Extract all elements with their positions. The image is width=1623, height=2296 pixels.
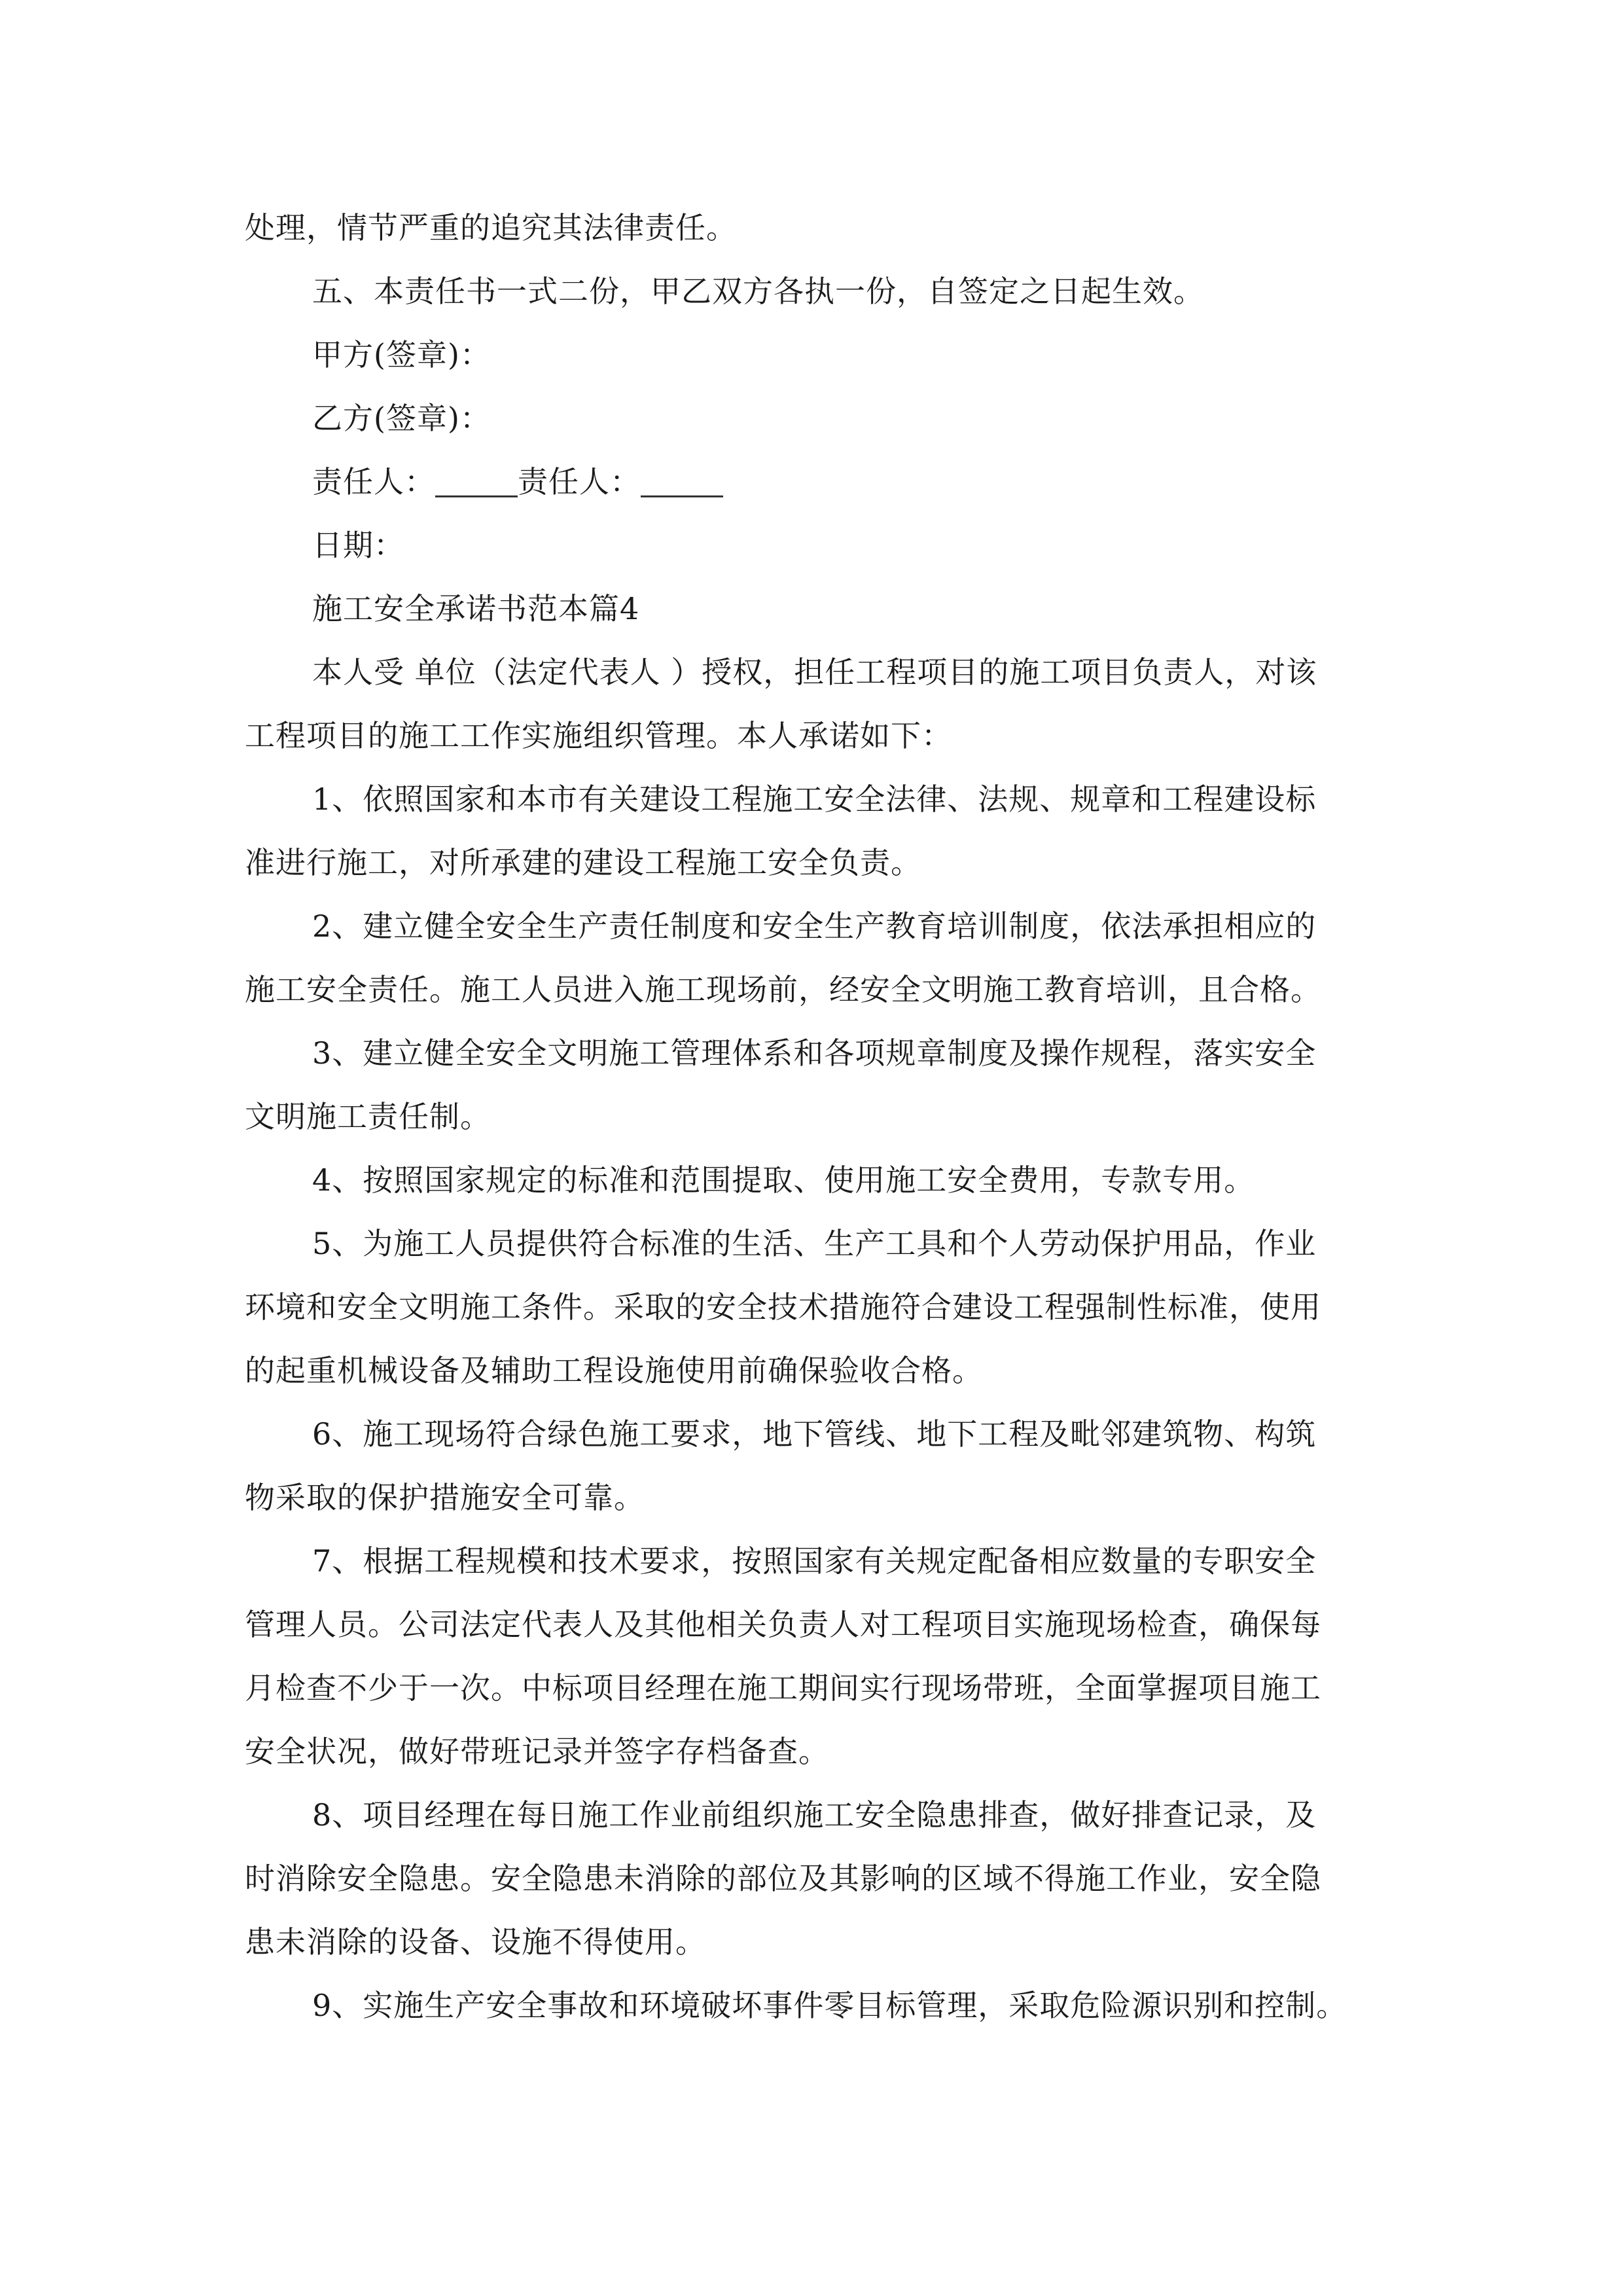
text-line: 3、建立健全安全文明施工管理体系和各项规章制度及操作规程，落实安全 bbox=[312, 1035, 1317, 1071]
text-line: 施工安全责任。施工人员进入施工现场前，经安全文明施工教育培训，且合格。 bbox=[245, 972, 1321, 1007]
text-line: 处理，情节严重的追究其法律责任。 bbox=[245, 210, 737, 245]
text-line: 5、为施工人员提供符合标准的生活、生产工具和个人劳动保护用品，作业 bbox=[312, 1226, 1317, 1261]
text-line: 环境和安全文明施工条件。采取的安全技术措施符合建设工程强制性标准，使用 bbox=[245, 1289, 1321, 1325]
section-title: 施工安全承诺书范本篇4 bbox=[312, 591, 640, 626]
text-line: 2、建立健全安全生产责任制度和安全生产教育培训制度，依法承担相应的 bbox=[312, 908, 1317, 944]
responsible-persons-line bbox=[245, 450, 1386, 514]
text-line: 4、按照国家规定的标准和范围提取、使用施工安全费用，专款专用。 bbox=[312, 1162, 1255, 1198]
clause-5-effective: 五、本责任书一式二份，甲乙双方各执一份，自签定之日起生效。 bbox=[312, 274, 1204, 309]
text-line: 的起重机械设备及辅助工程设施使用前确保验收合格。 bbox=[245, 1353, 983, 1388]
text-line: 工程项目的施工工作实施组织管理。本人承诺如下： bbox=[245, 718, 952, 753]
text-line: 7、根据工程规模和技术要求，按照国家有关规定配备相应数量的专职安全 bbox=[312, 1543, 1317, 1579]
text-line: 文明施工责任制。 bbox=[245, 1099, 491, 1134]
date-label: 日期： bbox=[312, 528, 404, 563]
text-line: 管理人员。公司法定代表人及其他相关负责人对工程项目实施现场检查，确保每 bbox=[245, 1607, 1321, 1642]
text-line: 物采取的保护措施安全可靠。 bbox=[245, 1480, 645, 1515]
text-line: 患未消除的设备、设施不得使用。 bbox=[245, 1924, 706, 1960]
responsible-person-b-label: 责任人： bbox=[518, 464, 641, 499]
text-line: 安全状况，做好带班记录并签字存档备查。 bbox=[245, 1734, 829, 1769]
text-line: 时消除安全隐患。安全隐患未消除的部位及其影响的区域不得施工作业，安全隐 bbox=[245, 1861, 1321, 1896]
text-line: 本人受 单位（法定代表人 ）授权，担任工程项目的施工项目负责人，对该 bbox=[312, 655, 1317, 690]
responsible-person-a-label: 责任人： bbox=[312, 464, 435, 499]
signature-blank-b bbox=[641, 465, 723, 497]
document-page bbox=[245, 196, 1386, 2037]
party-a-signature-label: 甲方(签章)： bbox=[312, 337, 491, 372]
text-line: 6、施工现场符合绿色施工要求，地下管线、地下工程及毗邻建筑物、构筑 bbox=[312, 1416, 1317, 1452]
party-b-signature-label: 乙方(签章)： bbox=[312, 401, 491, 436]
text-line: 9、实施生产安全事故和环境破坏事件零目标管理，采取危险源识别和控制。 bbox=[312, 1988, 1347, 2023]
text-line: 月检查不少于一次。中标项目经理在施工期间实行现场带班，全面掌握项目施工 bbox=[245, 1670, 1321, 1706]
text-line: 准进行施工，对所承建的建设工程施工安全负责。 bbox=[245, 845, 921, 880]
signature-blank-a bbox=[435, 465, 518, 497]
text-line: 8、项目经理在每日施工作业前组织施工安全隐患排查，做好排查记录，及 bbox=[312, 1797, 1317, 1833]
text-line: 1、依照国家和本市有关建设工程施工安全法律、法规、规章和工程建设标 bbox=[312, 781, 1317, 817]
